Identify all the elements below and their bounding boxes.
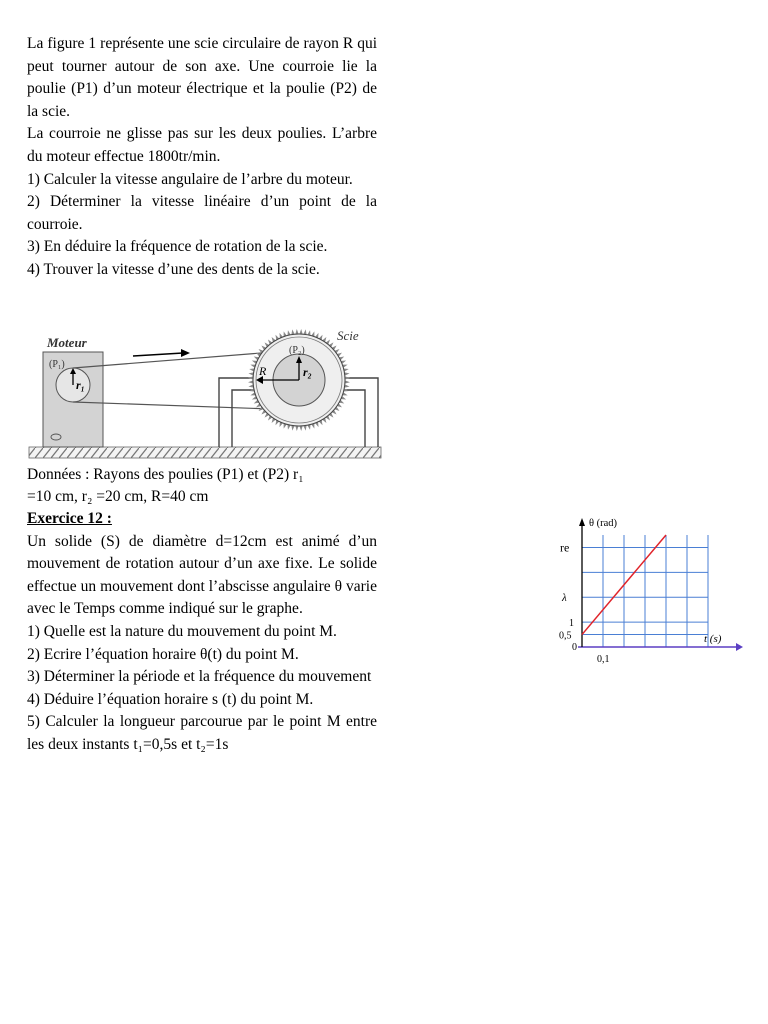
data-line-1: Données : Rayons des poulies (P1) et (P2) r₁ [27,466,304,483]
y-tick-label: 0 [572,642,577,653]
p1-label: (P₁) [49,359,65,370]
exercise-12-text [27,508,377,757]
ex11-intro: La figure 1 représente une scie circulaire de rayon R qui peut tourner autour de son axe. Une courroie lie la poulie (P1) d’un moteur électrique et la poulie (P2) de la scie. [27,35,377,120]
exercise-12-title: Exercice 12 : [27,510,112,527]
x-axis-arrow [736,643,743,651]
y-axis-label: θ (rad) [589,518,618,529]
saw-label: Scie [337,328,359,343]
exercise-11-text [27,33,377,282]
data-block [27,464,377,508]
y-tick-label: 0,5 [559,630,572,642]
data-line-2: =10 cm, r₂ =20 cm, R=40 cm [27,488,209,505]
ex12-question-2: 2) Ecrire l’équation horaire θ(t) du point M. [27,645,299,663]
x-axis-label: t (s) [704,633,722,645]
motor-label: Moteur [47,335,87,350]
ex12-intro: Un solide (S) de diamètre d=12cm est animé d’un mouvement de rotation autour d’un axe fixe. Le solide effectue un mouvement dont l’abscisse angulaire θ varie avec le Temps comme indiqué sur le graphe. [27,532,377,618]
ex11-question-4: 4) Trouver la vitesse d’une des dents de la scie. [27,260,320,278]
theta-graph [552,512,748,672]
ex11-conditions: La courroie ne glisse pas sur les deux poulies. L’arbre du moteur effectue 1800tr/min. [27,125,377,165]
ex12-question-4: 4) Déduire l’équation horaire s (t) du point M. [27,690,314,708]
ex11-question-3: 3) En déduire la fréquence de rotation de la scie. [27,238,328,256]
ex11-question-1: 1) Calculer la vitesse angulaire de l’arbre du moteur. [27,170,353,188]
graph-grid [582,535,708,647]
R-label: R [259,364,267,378]
stray-label-lambda: λ [562,592,567,605]
stray-label-re: re [560,540,570,555]
r1-label: r₁ [76,378,85,392]
ex11-question-2: 2) Déterminer la vitesse linéaire d’un point de la courroie. [27,193,377,233]
y-tick-label: 1 [569,618,574,630]
ex12-question-3: 3) Déterminer la période et la fréquence du mouvement [27,668,372,686]
r2-label: r₂ [303,365,312,379]
y-axis-arrow [579,518,585,526]
ex12-question-5: 5) Calculer la longueur parcourue par le point M entre les deux instants t₁=0,5s et t₂=1s [27,713,377,753]
ground [29,447,381,458]
x-tick-label: 0,1 [597,654,610,665]
saw-figure [27,328,383,460]
ex12-question-1: 1) Quelle est la nature du mouvement du point M. [27,622,337,640]
p2-label: (P₂) [289,345,305,356]
